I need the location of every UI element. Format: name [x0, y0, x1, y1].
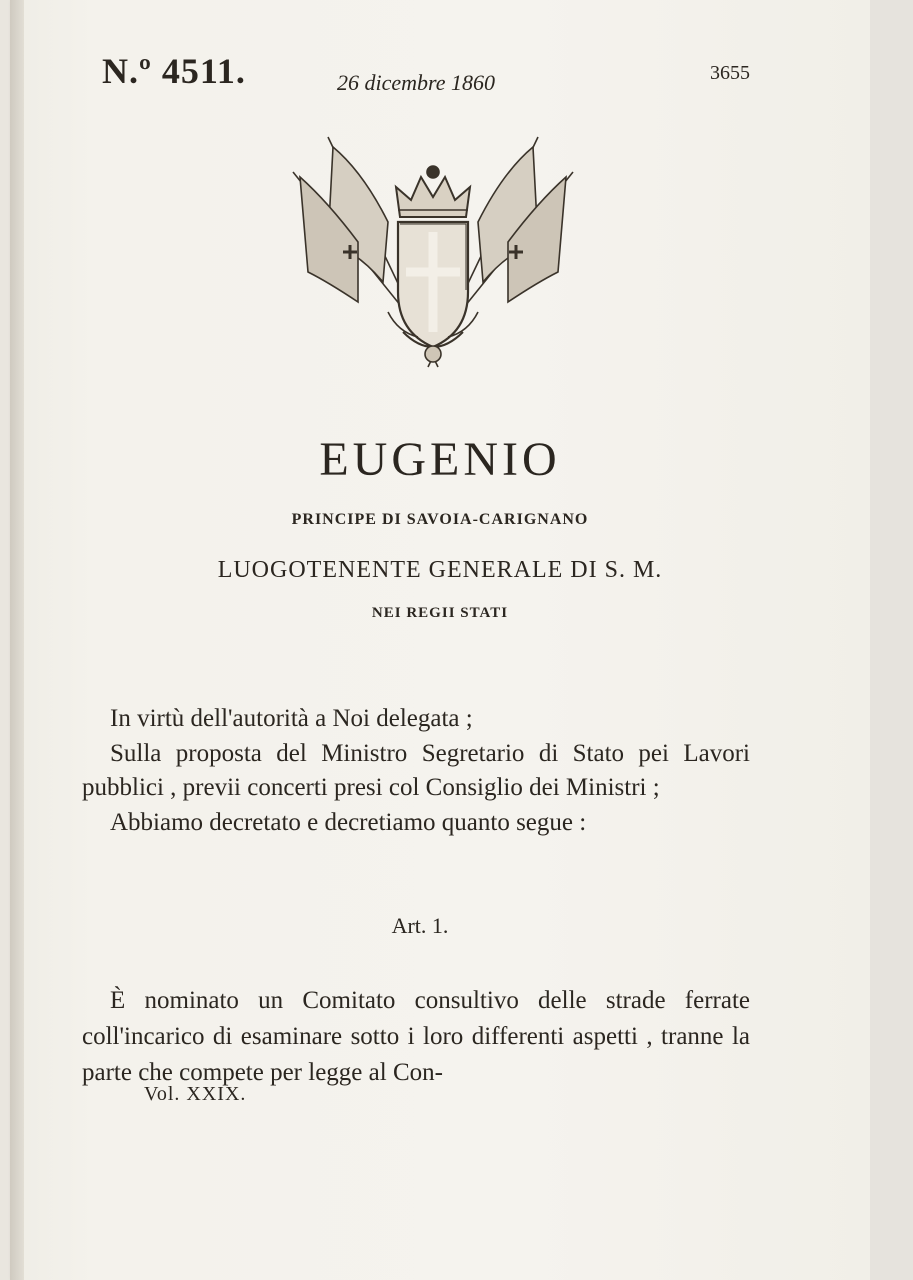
preamble — [82, 702, 750, 840]
article-heading: Art. 1. — [391, 913, 449, 938]
background-strip — [870, 0, 913, 1280]
preamble-paragraph: In virtù dell'autorità a Noi delegata ; — [110, 705, 473, 732]
decree-number: N.º 4511. — [102, 51, 246, 91]
decree-date: 26 dicembre 1860 — [337, 70, 496, 95]
volume-label: Vol. XXIX. — [144, 1083, 247, 1105]
page-number: 3655 — [710, 62, 750, 84]
document-page — [10, 0, 870, 1280]
prince-name: EUGENIO — [319, 433, 561, 486]
preamble-paragraph: Sulla proposta del Ministro Segretario di Stato pei Lavori pubblici , previi concerti presi col Consiglio dei Ministri ; — [82, 739, 750, 801]
lieutenant-title: LUOGOTENENTE GENERALE DI S. M. — [217, 557, 663, 583]
prince-title: PRINCIPE DI SAVOIA-CARIGNANO — [291, 511, 589, 528]
savoy-coat-of-arms-icon — [288, 132, 578, 377]
article-text: È nominato un Comitato consultivo delle strade ferrate coll'incarico di esaminare sotto i loro differenti aspetti , tranne la parte che compete per legge al Con- — [82, 987, 750, 1086]
preamble-paragraph: Abbiamo decretato e decretiamo quanto segue : — [110, 808, 587, 836]
page-left-edge — [10, 0, 24, 1280]
realm-title: NEI REGII STATI — [371, 605, 509, 621]
